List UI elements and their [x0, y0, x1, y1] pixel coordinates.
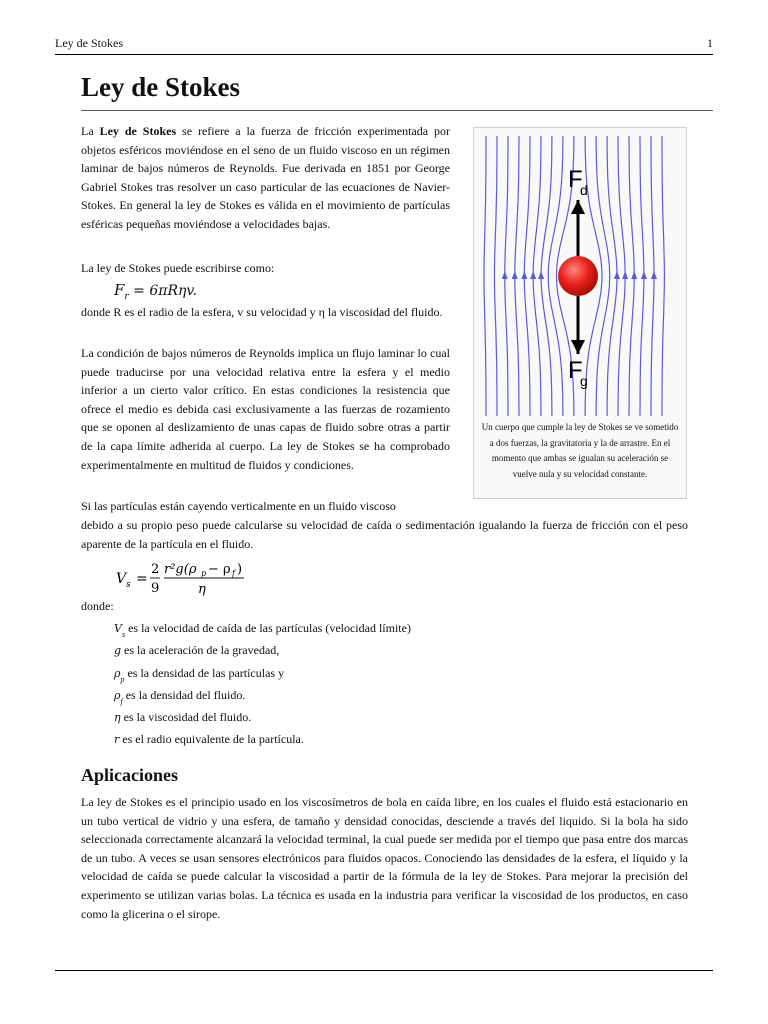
definition-symbol: r — [114, 733, 120, 747]
drag-force-label-subscript: d — [580, 182, 588, 198]
definition-item — [114, 686, 411, 708]
falling-paragraph: debido a su propio peso puede calcularse su velocidad de caída o sedimentación igualando la fuerza de fricción con el peso aparente de la partícula en el fluido. — [81, 518, 688, 551]
definition-item — [114, 664, 411, 686]
definition-item — [114, 641, 411, 663]
definition-subscript: s — [121, 630, 126, 639]
definition-text: es la aceleración de la gravedad, — [121, 643, 280, 658]
definition-symbol: V — [114, 622, 122, 635]
flow-direction-arrowhead — [651, 271, 657, 279]
flow-direction-arrowhead — [502, 271, 508, 279]
sphere — [558, 256, 598, 296]
definition-text: es el radio equivalente de la partícula. — [119, 732, 304, 747]
running-title: Ley de Stokes — [55, 36, 123, 50]
definition-symbol: ρ — [114, 688, 121, 702]
flow-direction-arrowhead — [512, 271, 518, 279]
donde-label: donde: — [81, 599, 114, 613]
flow-direction-arrowhead — [622, 271, 628, 279]
intro-post: se refiere a la fuerza de fricción experimentada por objetos esféricos moviéndose en el seno de un fluido viscoso en un régimen laminar de bajos números de Reynolds. Fue derivada en 1851 por George Gabriel Stokes tras resolver un caso particular de las ecuaciones de Navier-Stokes. En general la ley de Stokes es válida en el movimiento de partículas esféricas pequeñas moviéndose a velocidades bajas. — [81, 124, 450, 231]
streamline — [495, 136, 498, 416]
where-paragraph: donde R es el radio de la esfera, v su velocidad y η la viscosidad del fluido. — [81, 305, 443, 319]
gravity-force-arrow-head — [571, 340, 585, 354]
drag-force-arrow-head — [571, 200, 585, 214]
definition-text: es la densidad de las partículas y — [124, 665, 285, 680]
drag-force-label: F — [568, 166, 583, 193]
flow-direction-arrowhead — [631, 271, 637, 279]
stokes-flow-diagram — [476, 130, 684, 418]
definition-text: es la viscosidad del fluido. — [120, 710, 252, 725]
intro-paragraph — [81, 122, 450, 234]
flow-direction-arrowhead — [530, 271, 536, 279]
definition-item — [114, 730, 411, 752]
falling-paragraph-first-line: Si las partículas están cayendo verticalmente en un fluido viscoso — [81, 499, 396, 513]
definition-symbol: ρ — [114, 666, 121, 680]
intro-pre: La — [81, 124, 100, 138]
svg-text:): ) — [237, 562, 243, 577]
svg-text:p: p — [201, 569, 207, 578]
intro-bold-term: Ley de Stokes — [99, 124, 177, 138]
figure-caption: Un cuerpo que cumple la ley de Stokes se ve sometido a dos fuerzas, la gravitatoria y la de arrastre. En el momento que ambas se igualan su aceleración se vuelve nula y su velocidad constante. — [481, 422, 679, 479]
page-title: Ley de Stokes — [81, 72, 241, 102]
formula-intro-paragraph: La ley de Stokes puede escribirse como: — [81, 261, 275, 275]
svg-text:r²g(ρ: r²g(ρ — [164, 562, 197, 577]
flow-direction-arrowhead — [538, 271, 544, 279]
streamline — [484, 136, 486, 416]
page-number: 1 — [707, 36, 713, 50]
footer-divider — [55, 970, 713, 971]
definition-subscript: f — [120, 696, 123, 706]
svg-text:9: 9 — [151, 581, 160, 596]
flow-direction-arrowhead — [521, 271, 527, 279]
svg-text:f: f — [232, 569, 235, 578]
svg-text:η: η — [198, 582, 206, 597]
svg-text:V: V — [116, 571, 127, 587]
svg-text:=: = — [136, 571, 148, 587]
definition-item — [114, 708, 411, 730]
sedimentation-formula — [112, 558, 252, 598]
flow-direction-arrowhead — [614, 271, 620, 279]
stokes-figure — [473, 127, 687, 499]
title-divider — [81, 110, 713, 111]
svg-text:2: 2 — [151, 562, 160, 577]
stokes-formula: $F_r = 6\pi R\eta v$. — [114, 281, 198, 302]
svg-text:s: s — [126, 580, 131, 590]
definition-item — [114, 619, 411, 641]
section-heading-aplicaciones: Aplicaciones — [81, 765, 178, 785]
aplicaciones-paragraph: La ley de Stokes es el principio usado en los viscosímetros de bola en caída libre, en los cuales el fluido está estacionario en un tubo vertical de vidrio y una esfera, de tamaño y densidad conocidas, desciende a través del liquido. Si la bola ha sido seleccionada correctamente alcanzará la velocidad terminal, la cual puede ser medida por el tiempo que pasa entre dos marcas de un tubo. A veces se usan sensores electrónicos para fluidos opacos. Conociendo las densidades de la esfera, el líquido y la velocidad de caída se puede calcular la viscosidad a partir de la fórmula de la ley de Stokes. Para mejorar la precisión del experimento se utilizan varias bolas. La técnica es usada en la industria para verificar la viscosidad de los productos, en caso como la glicerina o el sirope. — [81, 795, 688, 921]
flow-direction-arrowhead — [641, 271, 647, 279]
reynolds-paragraph: La condición de bajos números de Reynolds implica un flujo laminar lo cual puede traducirse por una velocidad relativa entre la esfera y el medio inferior a un cierto valor crítico. En estas condiciones la resistencia que ofrece el medio es debida casi exclusivamente a las fuerzas de rozamiento que se oponen al deslizamiento de unas capas de fluido sobre otras a partir de la capa límite adherida al cuerpo. La ley de Stokes se ha comprobado experimentalmente en multitud de fluidos y condiciones. — [81, 346, 450, 472]
definition-symbol: g — [114, 644, 122, 658]
definitions-list — [114, 619, 411, 753]
definition-text: es la velocidad de caída de las partículas (velocidad límite) — [125, 621, 411, 635]
definition-text: es la densidad del fluido. — [122, 687, 246, 702]
streamline — [662, 136, 664, 416]
definition-subscript: p — [120, 674, 125, 684]
definition-symbol: η — [114, 711, 121, 725]
gravity-force-label: F — [568, 357, 583, 384]
gravity-force-label-subscript: g — [580, 373, 588, 389]
running-header — [55, 36, 713, 55]
svg-text:− ρ: − ρ — [208, 562, 231, 577]
